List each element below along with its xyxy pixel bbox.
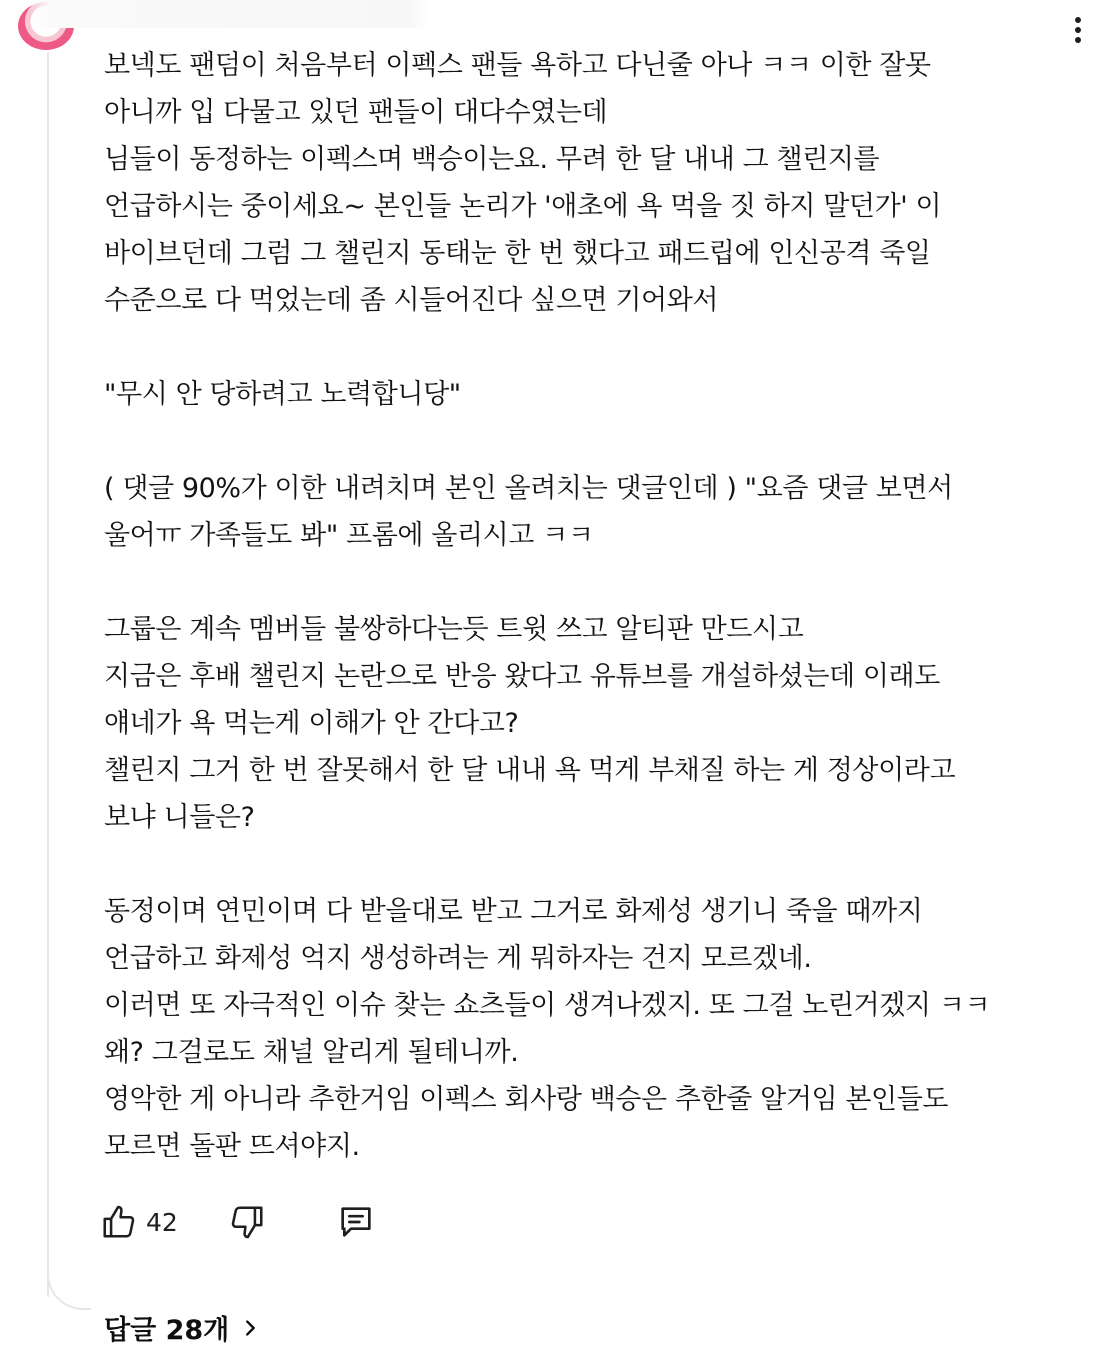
comment-line: 아니까 입 다물고 있던 팬들이 대다수였는데 bbox=[104, 97, 608, 128]
thread-line bbox=[47, 52, 49, 1297]
comment-line: "무시 안 당하려고 노력합니당" bbox=[104, 379, 461, 410]
comment-line: 지금은 후배 챌린지 논란으로 반응 왔다고 유튜브를 개설하셨는데 이래도 bbox=[104, 661, 940, 692]
comment-actions bbox=[100, 1200, 376, 1244]
thumbs-up-icon bbox=[100, 1203, 138, 1241]
thumbs-down-icon bbox=[228, 1203, 266, 1241]
comment-line: 님들이 동정하는 이펙스며 백승이는요. 무려 한 달 내내 그 챌린지를 bbox=[104, 144, 880, 175]
comment-line: 보넥도 팬덤이 처음부터 이펙스 팬들 욕하고 다닌줄 아나 ㅋㅋ 이한 잘못 bbox=[104, 50, 931, 81]
paragraph-gap bbox=[104, 559, 1094, 606]
comment-line: 그룹은 계속 멤버들 불쌍하다는듯 트윗 쓰고 알티판 만드시고 bbox=[104, 614, 804, 645]
dislike-button[interactable] bbox=[228, 1203, 266, 1241]
comment-line: 언급하고 화제성 억지 생성하려는 게 뭐하자는 건지 모르겠네. bbox=[104, 943, 812, 974]
comment-text bbox=[104, 42, 1094, 1170]
author-name-redacted bbox=[30, 0, 430, 28]
comment-line: 챌린지 그거 한 번 잘못해서 한 달 내내 욕 먹게 부채질 하는 게 정상이라고 bbox=[104, 755, 956, 786]
reply-icon bbox=[336, 1202, 376, 1242]
like-button[interactable] bbox=[100, 1203, 178, 1241]
comment-line: 얘네가 욕 먹는게 이해가 안 간다고? bbox=[104, 708, 519, 739]
thread-connector bbox=[47, 1270, 91, 1310]
paragraph-gap bbox=[104, 841, 1094, 888]
comment-line: ( 댓글 90%가 이한 내려치며 본인 올려치는 댓글인데 ) "요즘 댓글 보면서 bbox=[104, 473, 953, 504]
comment-line: 왜? 그걸로도 채널 알리게 될테니까. bbox=[104, 1037, 519, 1068]
comment-line: 모르면 돌판 뜨셔야지. bbox=[104, 1131, 360, 1162]
comment-line: 울어ㅠ 가족들도 봐" 프롬에 올리시고 ㅋㅋ bbox=[104, 520, 594, 551]
like-count: 42 bbox=[146, 1207, 178, 1237]
comment-line: 보냐 니들은? bbox=[104, 802, 255, 833]
view-replies-button[interactable] bbox=[104, 1308, 261, 1347]
replies-label: 답글 28개 bbox=[104, 1315, 230, 1346]
paragraph-gap bbox=[104, 324, 1094, 371]
paragraph-gap bbox=[104, 418, 1094, 465]
comment-line: 이러면 또 자극적인 이슈 찾는 쇼츠들이 생겨나겠지. 또 그걸 노린거겠지 ㅋㅋ bbox=[104, 990, 991, 1021]
comment-line: 언급하시는 중이세요~ 본인들 논리가 '애초에 욕 먹을 짓 하지 말던가' 이 bbox=[104, 191, 942, 222]
reply-button[interactable] bbox=[336, 1202, 376, 1242]
comment-line: 동정이며 연민이며 다 받을대로 받고 그거로 화제성 생기니 죽을 때까지 bbox=[104, 896, 923, 927]
comment-line: 영악한 게 아니라 추한거임 이펙스 회사랑 백승은 추한줄 알거임 본인들도 bbox=[104, 1084, 949, 1115]
comment-line: 수준으로 다 먹었는데 좀 시들어진다 싶으면 기어와서 bbox=[104, 285, 719, 316]
chevron-right-icon bbox=[239, 1317, 261, 1339]
comment-line: 바이브던데 그럼 그 챌린지 동태눈 한 번 했다고 패드립에 인신공격 죽일 bbox=[104, 238, 931, 269]
